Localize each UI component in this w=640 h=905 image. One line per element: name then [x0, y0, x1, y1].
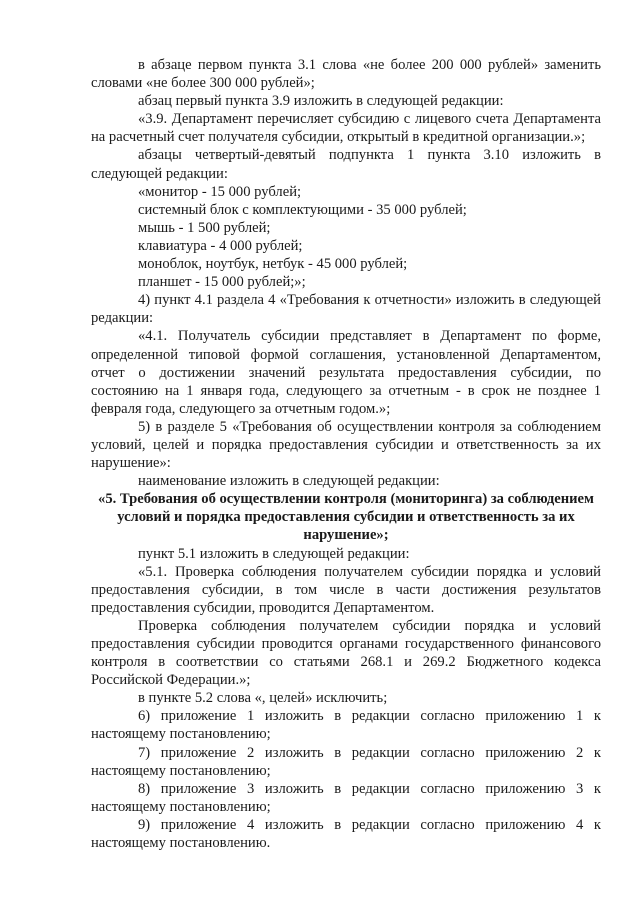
paragraph-quote-5-1: «5.1. Проверка соблюдения получателем субсидии порядка и условий предоставления субсидии, в том числе в части достижения результатов предоставления субсидии, проводится Департаментом.: [91, 563, 601, 616]
paragraph-item-6: 6) приложение 1 изложить в редакции согласно приложению 1 к настоящему постановлению;: [91, 708, 601, 743]
section-heading: «5. Требования об осуществлении контроля (мониторинга) за соблюдением условий и порядка предоставления субсидии и ответственность за их нарушение»;: [98, 491, 594, 544]
paragraph-amend-3-9: абзац первый пункта 3.9 изложить в следующей редакции:: [138, 93, 504, 110]
paragraph-item-5: 5) в разделе 5 «Требования об осуществлении контроля за соблюдением условий, целей и порядка предоставления субсидии и ответственность за их нарушение»:: [91, 418, 601, 472]
paragraph-amend-3-10: абзацы четвертый-девятый подпункта 1 пункта 3.10 изложить в следующей редакции:: [91, 147, 601, 182]
list-item-monitor: «монитор - 15 000 рублей;: [138, 183, 302, 200]
paragraph-title-change: наименование изложить в следующей редакции:: [138, 473, 440, 490]
paragraph-item-8: 8) приложение 3 изложить в редакции согласно приложению 3 к настоящему постановлению;: [91, 780, 601, 815]
paragraph-amend-5-2: в пункте 5.2 слова «, целей» исключить;: [138, 690, 388, 707]
list-item-system-unit: системный блок с комплектующими - 35 000 рублей;: [138, 201, 467, 218]
list-item-tablet: планшет - 15 000 рублей;»;: [138, 274, 306, 291]
list-item-laptop: моноблок, ноутбук, нетбук - 45 000 рублей;: [138, 256, 408, 273]
paragraph-amend-5-1: пункт 5.1 изложить в следующей редакции:: [138, 545, 410, 562]
paragraph-state-control: Проверка соблюдения получателем субсидии порядка и условий предоставления субсидии проводится органами государственного финансового контроля в соответствии со статьями 268.1 и 269.2 Бюджетного кодекса Российской Федерации.»;: [91, 617, 601, 689]
paragraph-item-9: 9) приложение 4 изложить в редакции согласно приложению 4 к настоящему постановлению.: [91, 816, 601, 852]
paragraph-quote-3-9: «3.9. Департамент перечисляет субсидию с лицевого счета Департамента на расчетный счет получателя субсидии, открытый в кредитной организации.»;: [91, 111, 601, 146]
paragraph-item-7: 7) приложение 2 изложить в редакции согласно приложению 2 к настоящему постановлению;: [91, 744, 601, 779]
list-item-mouse: мышь - 1 500 рублей;: [138, 219, 271, 236]
document-body: [91, 56, 601, 852]
list-item-keyboard: клавиатура - 4 000 рублей;: [138, 237, 303, 254]
paragraph-quote-4-1: «4.1. Получатель субсидии представляет в Департамент по форме, определенной типовой формой соглашения, установленной Департаментом, отчет о достижении значений результата предоставления субсидии, по состоянию на 1 января года, следующего за отчетным - в срок не позднее 1 февраля года, следующего за отчетным годом.»;: [91, 328, 601, 417]
paragraph-item-4: 4) пункт 4.1 раздела 4 «Требования к отчетности» изложить в следующей редакции:: [91, 292, 601, 327]
paragraph-amend-3-1: в абзаце первом пункта 3.1 слова «не более 200 000 рублей» заменить словами «не более 300 000 рублей»;: [91, 57, 601, 92]
